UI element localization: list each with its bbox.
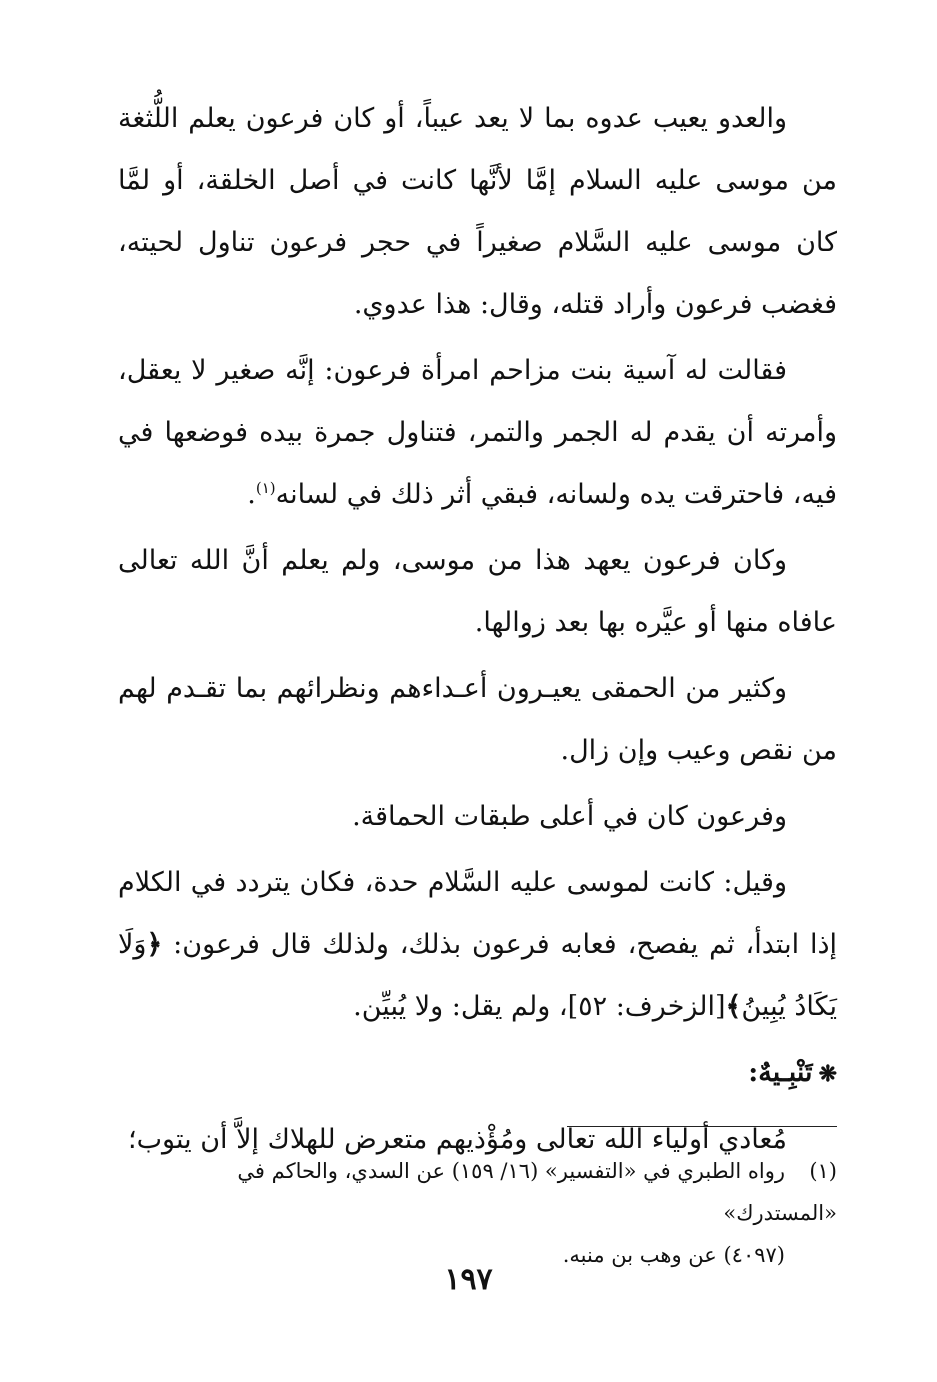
footnote-number: (١) — [809, 1159, 837, 1183]
paragraph-last: مُعادي أولياء الله تعالى ومُؤْذيهم متعرض للهلاك إلاَّ أن يتوب؛ — [128, 1124, 787, 1155]
qil-after: ، ولم يقل: ولا يُبيِّن. — [353, 991, 568, 1022]
heading-text: تَنْبِـيهٌ: — [748, 1057, 813, 1088]
paragraph-3: وكثير من الحمقى يعيـرون أعـداءهم ونظرائهم بما تقـدم لهم من نقص وعيب وإن زال. — [118, 673, 837, 766]
footnote-1 — [118, 1150, 837, 1234]
paragraph-asiya — [118, 340, 837, 526]
section-heading — [118, 1042, 837, 1105]
footnotes — [118, 1150, 837, 1276]
qil-before: وقيل: كانت لموسى عليه السَّلام حدة، فكان يتردد في الكلام إذا ابتدأ، ثم يفصح، فعابه فرعون بذلك، ولذلك قال فرعون: — [118, 867, 838, 960]
quran-bracket-open: ﴿ — [146, 929, 163, 960]
quran-verse: وَلَا يَكَادُ يُبِينُ — [118, 929, 837, 1022]
footnote-divider — [567, 1126, 837, 1127]
quran-citation: [الزخرف: ٥٢] — [567, 991, 726, 1022]
paragraph-asiya-text: فقالت له آسية بنت مزاحم امرأة فرعون: إنَّه صغير لا يعقل، وأمرته أن يقدم له الجمر والتمر، فتناول جمرة بيده فوضعها في فيه، فاحترقت يده ولسانه، فبقي أثر ذلك في لسانه — [118, 355, 837, 510]
heading-bullet-icon: ❋ — [818, 1061, 837, 1087]
paragraph-qil — [118, 852, 837, 1038]
paragraph-4: وفرعون كان في أعلى طبقات الحماقة. — [352, 801, 787, 832]
quran-bracket-close: ﴾ — [725, 991, 742, 1022]
paragraph-2: وكان فرعون يعهد هذا من موسى، ولم يعلم أنَّ الله تعالى عافاه منها أو عيَّره بها بعد زوالها. — [118, 545, 837, 638]
footnote-line-1: رواه الطبري في «التفسير» (١٦/ ١٥٩) عن السدي، والحاكم في «المستدرك» — [237, 1159, 837, 1225]
main-text — [118, 88, 837, 1175]
paragraph-1: والعدو يعيب عدوه بما لا يعد عيباً، أو كان فرعون يعلم اللُّثغة من موسى عليه السلام إمَّا لأنَّها كانت في أصل الخلقة، أو لمَّا كان موسى عليه السَّلام صغيراً في حجر فرعون تناول لحيته، فغضب فرعون وأراد قتله، وقال: هذا عدوي. — [118, 103, 837, 320]
footnote-reference[interactable]: (١) — [255, 479, 276, 497]
footnote-line-2: (٤٠٩٧) عن وهب بن منبه. — [562, 1243, 785, 1267]
paragraph-asiya-end: . — [247, 479, 256, 510]
page-number: ١٩٧ — [444, 1262, 493, 1297]
